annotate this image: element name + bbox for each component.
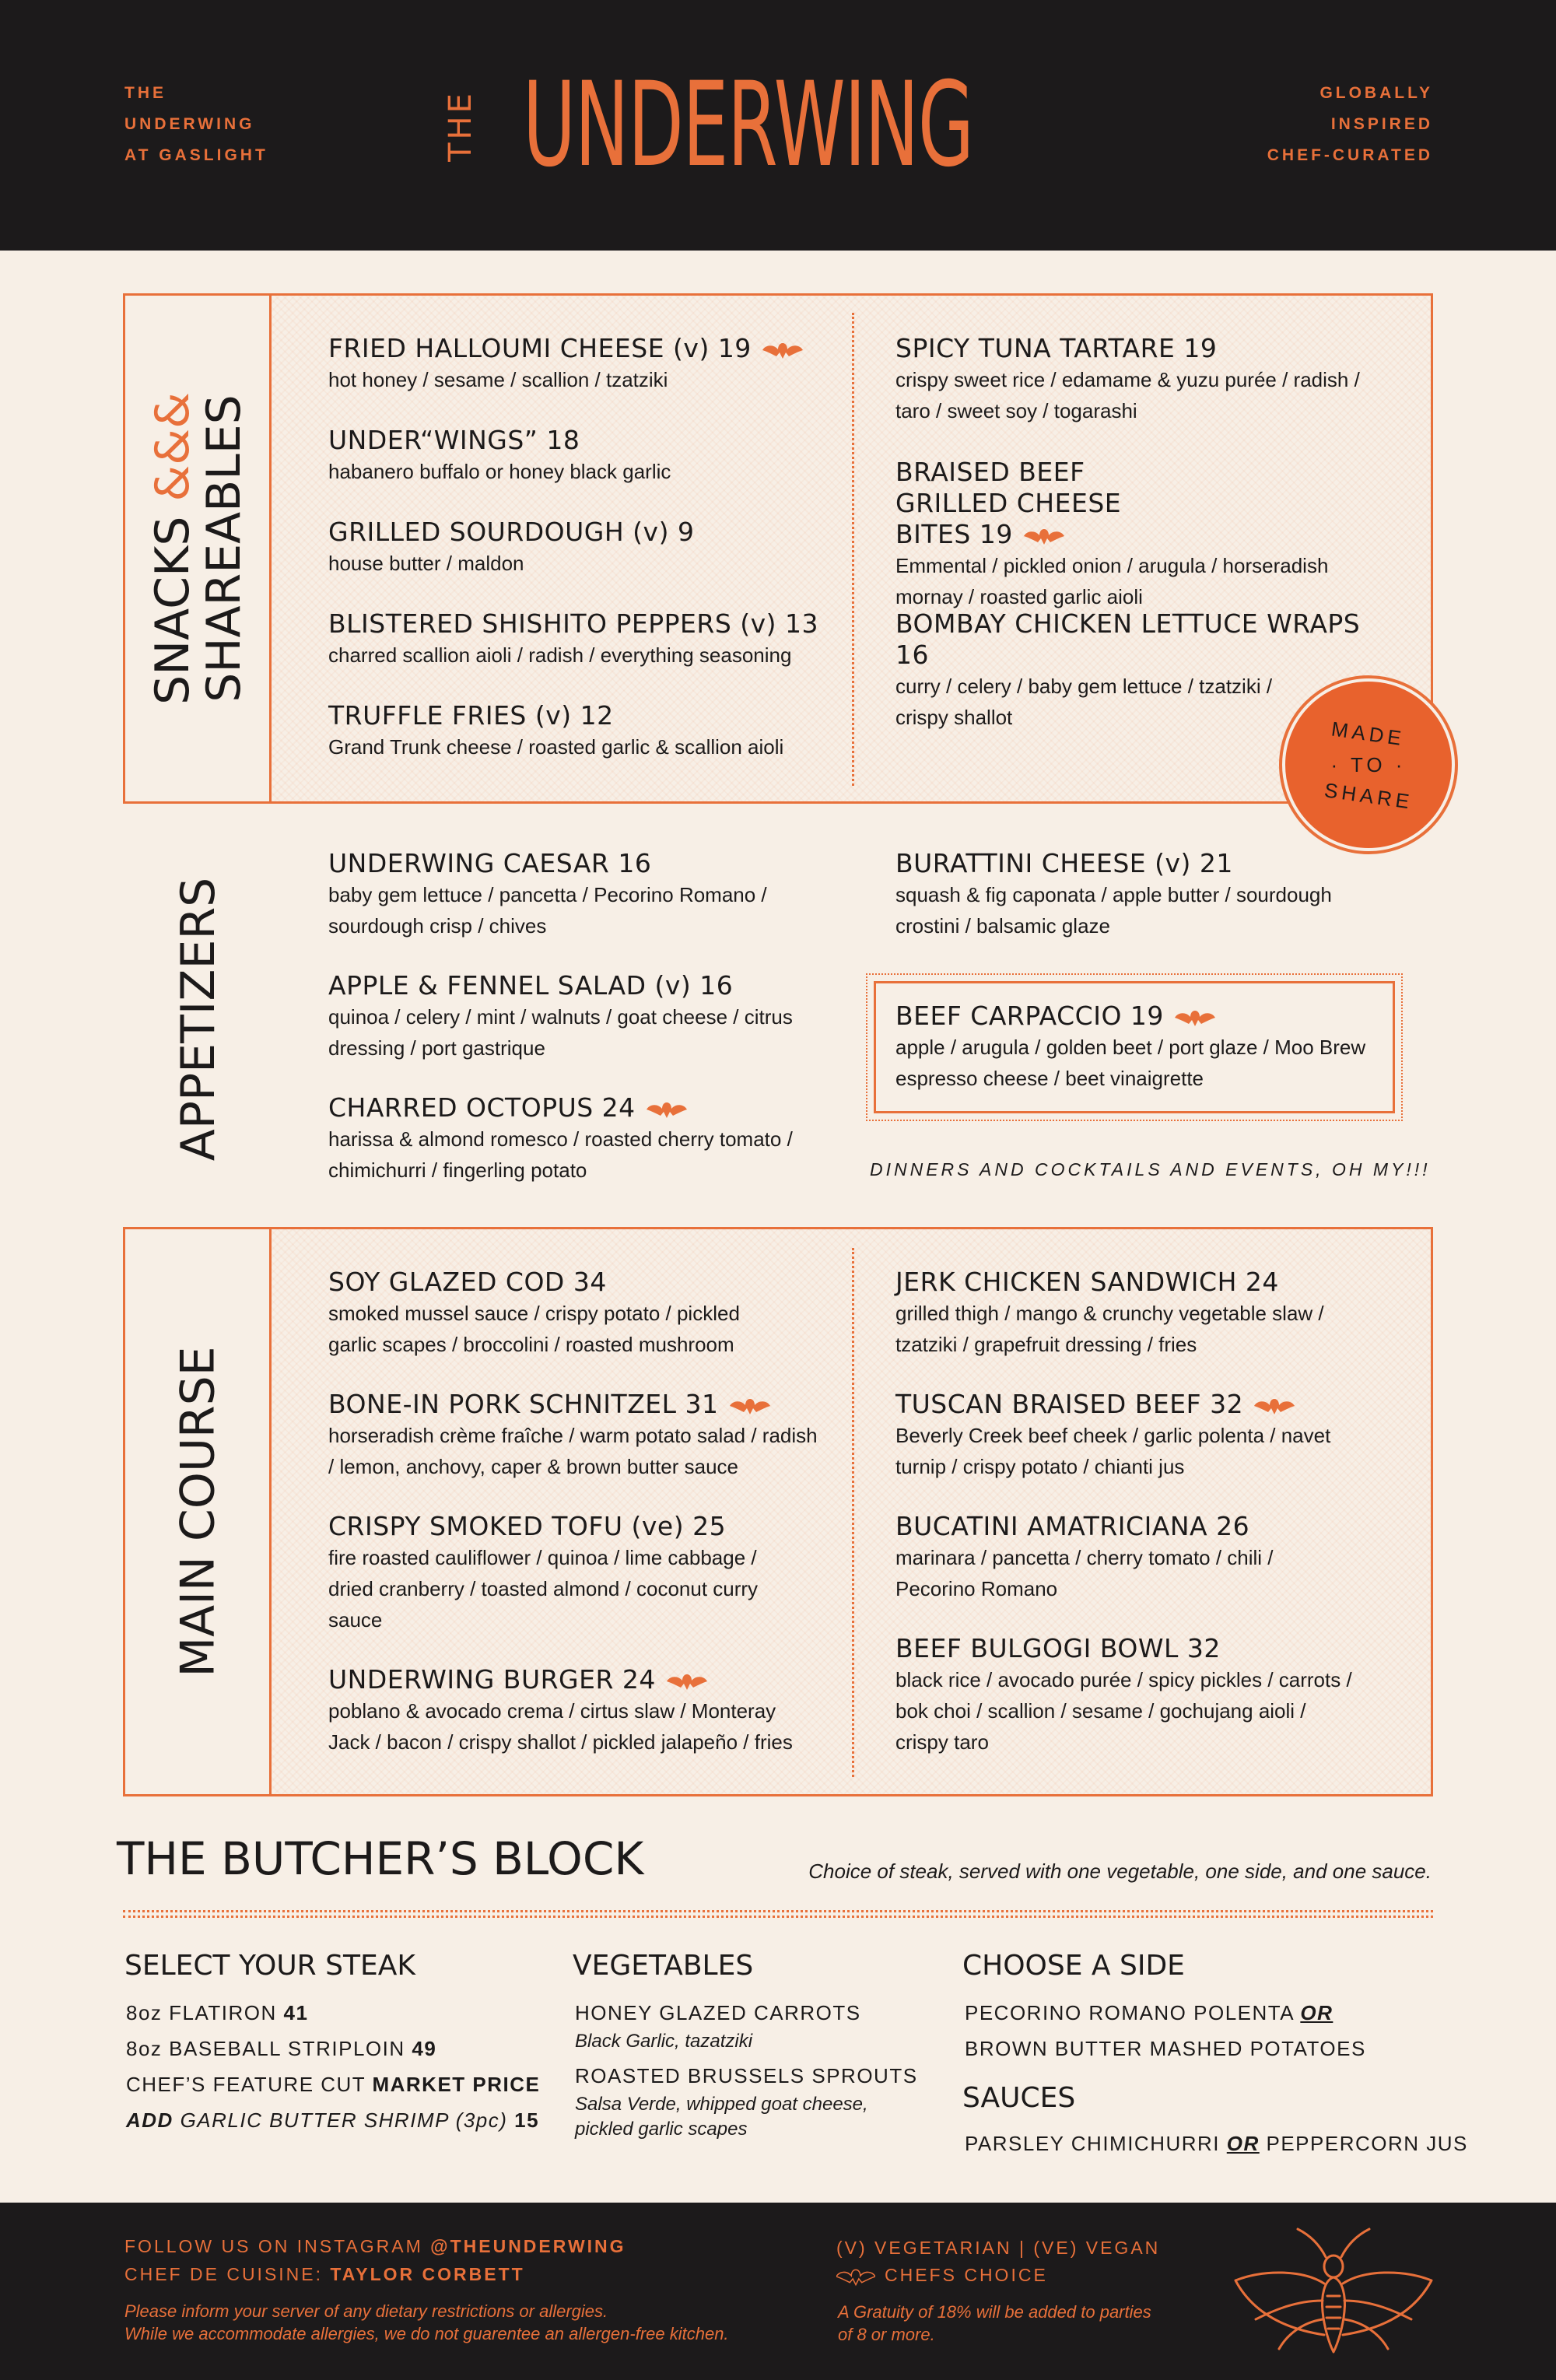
sauces-heading: SAUCES — [962, 2082, 1076, 2114]
item-description: Emmental / pickled onion / arugula / horseradish mornay / roasted garlic aioli — [895, 554, 1329, 608]
item-name: BLISTERED SHISHITO PEPPERS (v) 13 — [328, 608, 819, 639]
side-name: PECORINO ROMANO POLENTA — [965, 2001, 1301, 2024]
events-tagline: DINNERS AND COCKTAILS AND EVENTS, OH MY!!! — [870, 1159, 1431, 1179]
item-name: BOMBAY CHICKEN LETTUCE WRAPS 16 — [895, 608, 1361, 670]
menu-item — [328, 1511, 795, 1635]
chef-name: TAYLOR CORBETT — [330, 2264, 525, 2284]
steak-option — [126, 2001, 308, 2025]
item-name: TUSCAN BRAISED BEEF 32 — [895, 1389, 1244, 1419]
item-description: black rice / avocado purée / spicy pickles / carrots / bok choi / scallion / sesame / gochujang aioli / crispy taro — [895, 1668, 1352, 1754]
vegetable-description: Black Garlic, tazatziki — [575, 2031, 753, 2052]
butchers-block-title: THE BUTCHER’S BLOCK — [117, 1832, 644, 1885]
or-connector: OR — [1226, 2132, 1260, 2155]
steak-price: MARKET PRICE — [372, 2073, 541, 2096]
chefs-choice-moth-icon — [1024, 526, 1064, 546]
item-description: grilled thigh / mango & crunchy vegetable slaw / tzatziki / grapefruit dressing / fries — [895, 1302, 1324, 1356]
steak-addon — [126, 2108, 539, 2133]
chefs-choice-moth-icon — [647, 1099, 687, 1120]
item-name: BONE-IN PORK SCHNITZEL 31 — [328, 1389, 719, 1419]
item-description: marinara / pancetta / cherry tomato / chili / Pecorino Romano — [895, 1546, 1274, 1600]
chefs-choice-moth-icon — [1175, 1008, 1215, 1028]
moth-logo-icon — [1232, 2226, 1435, 2358]
appetizers-title-text: APPETIZERS — [171, 877, 226, 1162]
menu-item — [895, 1511, 1378, 1604]
addon-price: 15 — [514, 2108, 540, 2132]
allergy-line: While we accommodate allergies, we do not guarentee an allergen-free kitchen. — [124, 2324, 729, 2343]
item-name: UNDERWING CAESAR 16 — [328, 848, 652, 878]
chefs-choice-moth-icon — [730, 1396, 770, 1416]
steak-name: 8oz FLATIRON — [126, 2001, 284, 2024]
menu-item — [328, 1267, 826, 1360]
item-name: UNDERWING BURGER 24 — [328, 1664, 656, 1695]
item-name: FRIED HALLOUMI CHEESE (v) 19 — [328, 333, 752, 363]
item-name: BEEF CARPACCIO 19 — [895, 1001, 1164, 1031]
menu-item — [895, 1633, 1378, 1758]
menu-item — [328, 1092, 826, 1186]
steak-option — [126, 2037, 436, 2061]
item-description: fire roasted cauliflower / quinoa / lime cabbage / dried cranberry / toasted almond / coconut curry sauce — [328, 1546, 759, 1632]
column-divider — [852, 1248, 854, 1777]
main-course-title-text: MAIN COURSE — [171, 1346, 226, 1677]
item-description: squash & fig caponata / apple butter / sourdough crostini / balsamic glaze — [895, 883, 1332, 938]
item-description: harissa & almond romesco / roasted cherry tomato / chimichurri / fingerling potato — [328, 1127, 793, 1182]
item-description: poblano & avocado crema / cirtus slaw / Monteray Jack / bacon / crispy shallot / pickled jalapeño / fries — [328, 1699, 793, 1754]
side-option: BROWN BUTTER MASHED POTATOES — [965, 2037, 1366, 2060]
item-name: SOY GLAZED COD 34 — [328, 1267, 607, 1297]
item-name: SPICY TUNA TARTARE 19 — [895, 333, 1218, 363]
item-description: hot honey / sesame / scallion / tzatziki — [328, 368, 668, 391]
steak-name: 8oz BASEBALL STRIPLOIN — [126, 2037, 412, 2060]
item-name: BUCATINI AMATRICIANA 26 — [895, 1511, 1250, 1541]
sauce-options — [965, 2132, 1468, 2156]
menu-item — [895, 1389, 1378, 1482]
badge-text-line: SHARE — [1323, 778, 1414, 814]
menu-item — [328, 848, 826, 941]
menu-item — [328, 970, 826, 1064]
menu-item — [328, 425, 671, 487]
sauce-name: PARSLEY CHIMICHURRI — [965, 2132, 1227, 2155]
footer-bar — [0, 2203, 1556, 2380]
item-name: BURATTINI CHEESE (v) 21 — [895, 848, 1233, 878]
menu-item — [328, 700, 783, 762]
chefs-choice-label: CHEFS CHOICE — [885, 2265, 1048, 2285]
butchers-block-subtitle: Choice of steak, served with one vegetable, one side, and one sauce. — [808, 1859, 1432, 1883]
featured-menu-item — [895, 1001, 1386, 1094]
header-bar — [0, 0, 1556, 251]
menu-item — [328, 333, 803, 395]
logo-the-text: THE — [443, 90, 478, 162]
item-name: BEEF BULGOGI BOWL 32 — [895, 1633, 1221, 1663]
steak-name: CHEF’S FEATURE CUT — [126, 2073, 373, 2096]
gratuity-notice — [838, 2301, 1151, 2346]
main-course-section-title — [125, 1229, 272, 1794]
side-heading: CHOOSE A SIDE — [962, 1950, 1185, 1982]
menu-item — [895, 333, 1393, 426]
header-location-line: THE — [124, 84, 166, 102]
item-description: charred scallion aioli / radish / everything seasoning — [328, 643, 792, 667]
instagram-label: FOLLOW US ON INSTAGRAM — [124, 2236, 431, 2256]
chef-line — [124, 2264, 525, 2285]
instagram-handle[interactable]: @THEUNDERWING — [430, 2236, 626, 2256]
menu-item — [895, 457, 1378, 612]
menu-item — [328, 517, 694, 579]
item-description: habanero buffalo or honey black garlic — [328, 460, 671, 483]
gratuity-line: A Gratuity of 18% will be added to parties — [838, 2302, 1151, 2322]
chefs-choice-moth-icon — [762, 340, 803, 360]
menu-item — [328, 1389, 826, 1482]
item-description: quinoa / celery / mint / walnuts / goat cheese / citrus dressing / port gastrique — [328, 1005, 793, 1060]
item-name: BRAISED BEEF GRILLED CHEESE BITES 19 — [895, 457, 1122, 549]
item-description: curry / celery / baby gem lettuce / tzatziki / crispy shallot — [895, 675, 1273, 729]
badge-text-line: · TO · — [1330, 753, 1407, 776]
shareables-title-text: SHAREABLES — [197, 394, 252, 703]
steak-heading: SELECT YOUR STEAK — [124, 1950, 415, 1982]
item-name: CRISPY SMOKED TOFU (ve) 25 — [328, 1511, 727, 1541]
butchers-block-divider — [123, 1910, 1433, 1918]
chefs-choice-moth-icon — [1254, 1396, 1295, 1416]
side-option — [965, 2001, 1333, 2025]
sauce-name: PEPPERCORN JUS — [1259, 2132, 1468, 2155]
gratuity-line: of 8 or more. — [838, 2325, 935, 2344]
steak-price: 49 — [412, 2037, 437, 2060]
steak-option — [126, 2073, 540, 2097]
ampersand-mark: &&& — [145, 392, 201, 502]
item-description: smoked mussel sauce / crispy potato / pickled garlic scapes / broccolini / roasted mushroom — [328, 1302, 740, 1356]
menu-item — [895, 848, 1378, 941]
logo-the — [445, 72, 476, 181]
item-description: horseradish crème fraîche / warm potato salad / radish / lemon, anchovy, caper & brown butter sauce — [328, 1424, 818, 1478]
badge-text-line: MADE — [1330, 717, 1407, 751]
instagram-line — [124, 2236, 626, 2257]
header-location — [124, 78, 268, 171]
chefs-choice-legend — [836, 2265, 1048, 2287]
steak-price: 41 — [283, 2001, 309, 2024]
item-description: apple / arugula / golden beet / port glaze / Moo Brew espresso cheese / beet vinaigrette — [895, 1036, 1366, 1090]
header-tagline-line: GLOBALLY — [1319, 84, 1433, 102]
vegetable-option: ROASTED BRUSSELS SPROUTS — [575, 2064, 918, 2087]
vegetables-heading: VEGETABLES — [573, 1950, 754, 1982]
header-tagline-line: CHEF-CURATED — [1267, 146, 1433, 164]
header-tagline — [1267, 78, 1433, 171]
menu-item — [895, 1267, 1378, 1360]
item-description: baby gem lettuce / pancetta / Pecorino Romano / sourdough crisp / chives — [328, 883, 767, 938]
moth-outline-icon — [836, 2266, 875, 2287]
item-description: Beverly Creek beef cheek / garlic polenta / navet turnip / crispy potato / chianti jus — [895, 1424, 1331, 1478]
header-location-line: AT GASLIGHT — [124, 146, 268, 164]
menu-item — [328, 1664, 826, 1758]
addon-add-label: ADD — [126, 2108, 173, 2132]
logo-wordmark: UNDERWING — [523, 58, 973, 193]
item-name: GRILLED SOURDOUGH (v) 9 — [328, 517, 695, 547]
snacks-section-title — [125, 296, 272, 801]
column-divider — [852, 313, 854, 786]
vegetable-option: HONEY GLAZED CARROTS — [575, 2001, 861, 2024]
header-location-line: UNDERWING — [124, 115, 255, 133]
chefs-choice-moth-icon — [667, 1671, 707, 1691]
item-description: crispy sweet rice / edamame & yuzu purée / radish / taro / sweet soy / togarashi — [895, 368, 1360, 422]
item-name: TRUFFLE FRIES (v) 12 — [328, 700, 614, 731]
addon-name: GARLIC BUTTER SHRIMP (3pc) — [173, 2108, 515, 2132]
snacks-title-text: SNACKS — [145, 501, 201, 705]
chef-label: CHEF DE CUISINE: — [124, 2264, 331, 2284]
item-description: house butter / maldon — [328, 552, 524, 575]
or-connector: OR — [1300, 2001, 1333, 2024]
diet-legend: (V) VEGETARIAN | (VE) VEGAN — [836, 2238, 1161, 2258]
appetizers-section-title — [125, 840, 272, 1198]
header-tagline-line: INSPIRED — [1330, 115, 1433, 133]
allergy-notice — [124, 2300, 729, 2345]
item-name: UNDER“WINGS” 18 — [328, 425, 580, 455]
item-name: JERK CHICKEN SANDWICH 24 — [895, 1267, 1279, 1297]
vegetable-description: Salsa Verde, whipped goat cheese, pickled garlic scapes — [575, 2094, 868, 2140]
allergy-line: Please inform your server of any dietary restrictions or allergies. — [124, 2301, 608, 2321]
item-name: APPLE & FENNEL SALAD (v) 16 — [328, 970, 734, 1001]
made-to-share-badge — [1282, 678, 1455, 851]
menu-item — [328, 608, 818, 671]
item-name: CHARRED OCTOPUS 24 — [328, 1092, 636, 1123]
item-description: Grand Trunk cheese / roasted garlic & scallion aioli — [328, 735, 784, 759]
